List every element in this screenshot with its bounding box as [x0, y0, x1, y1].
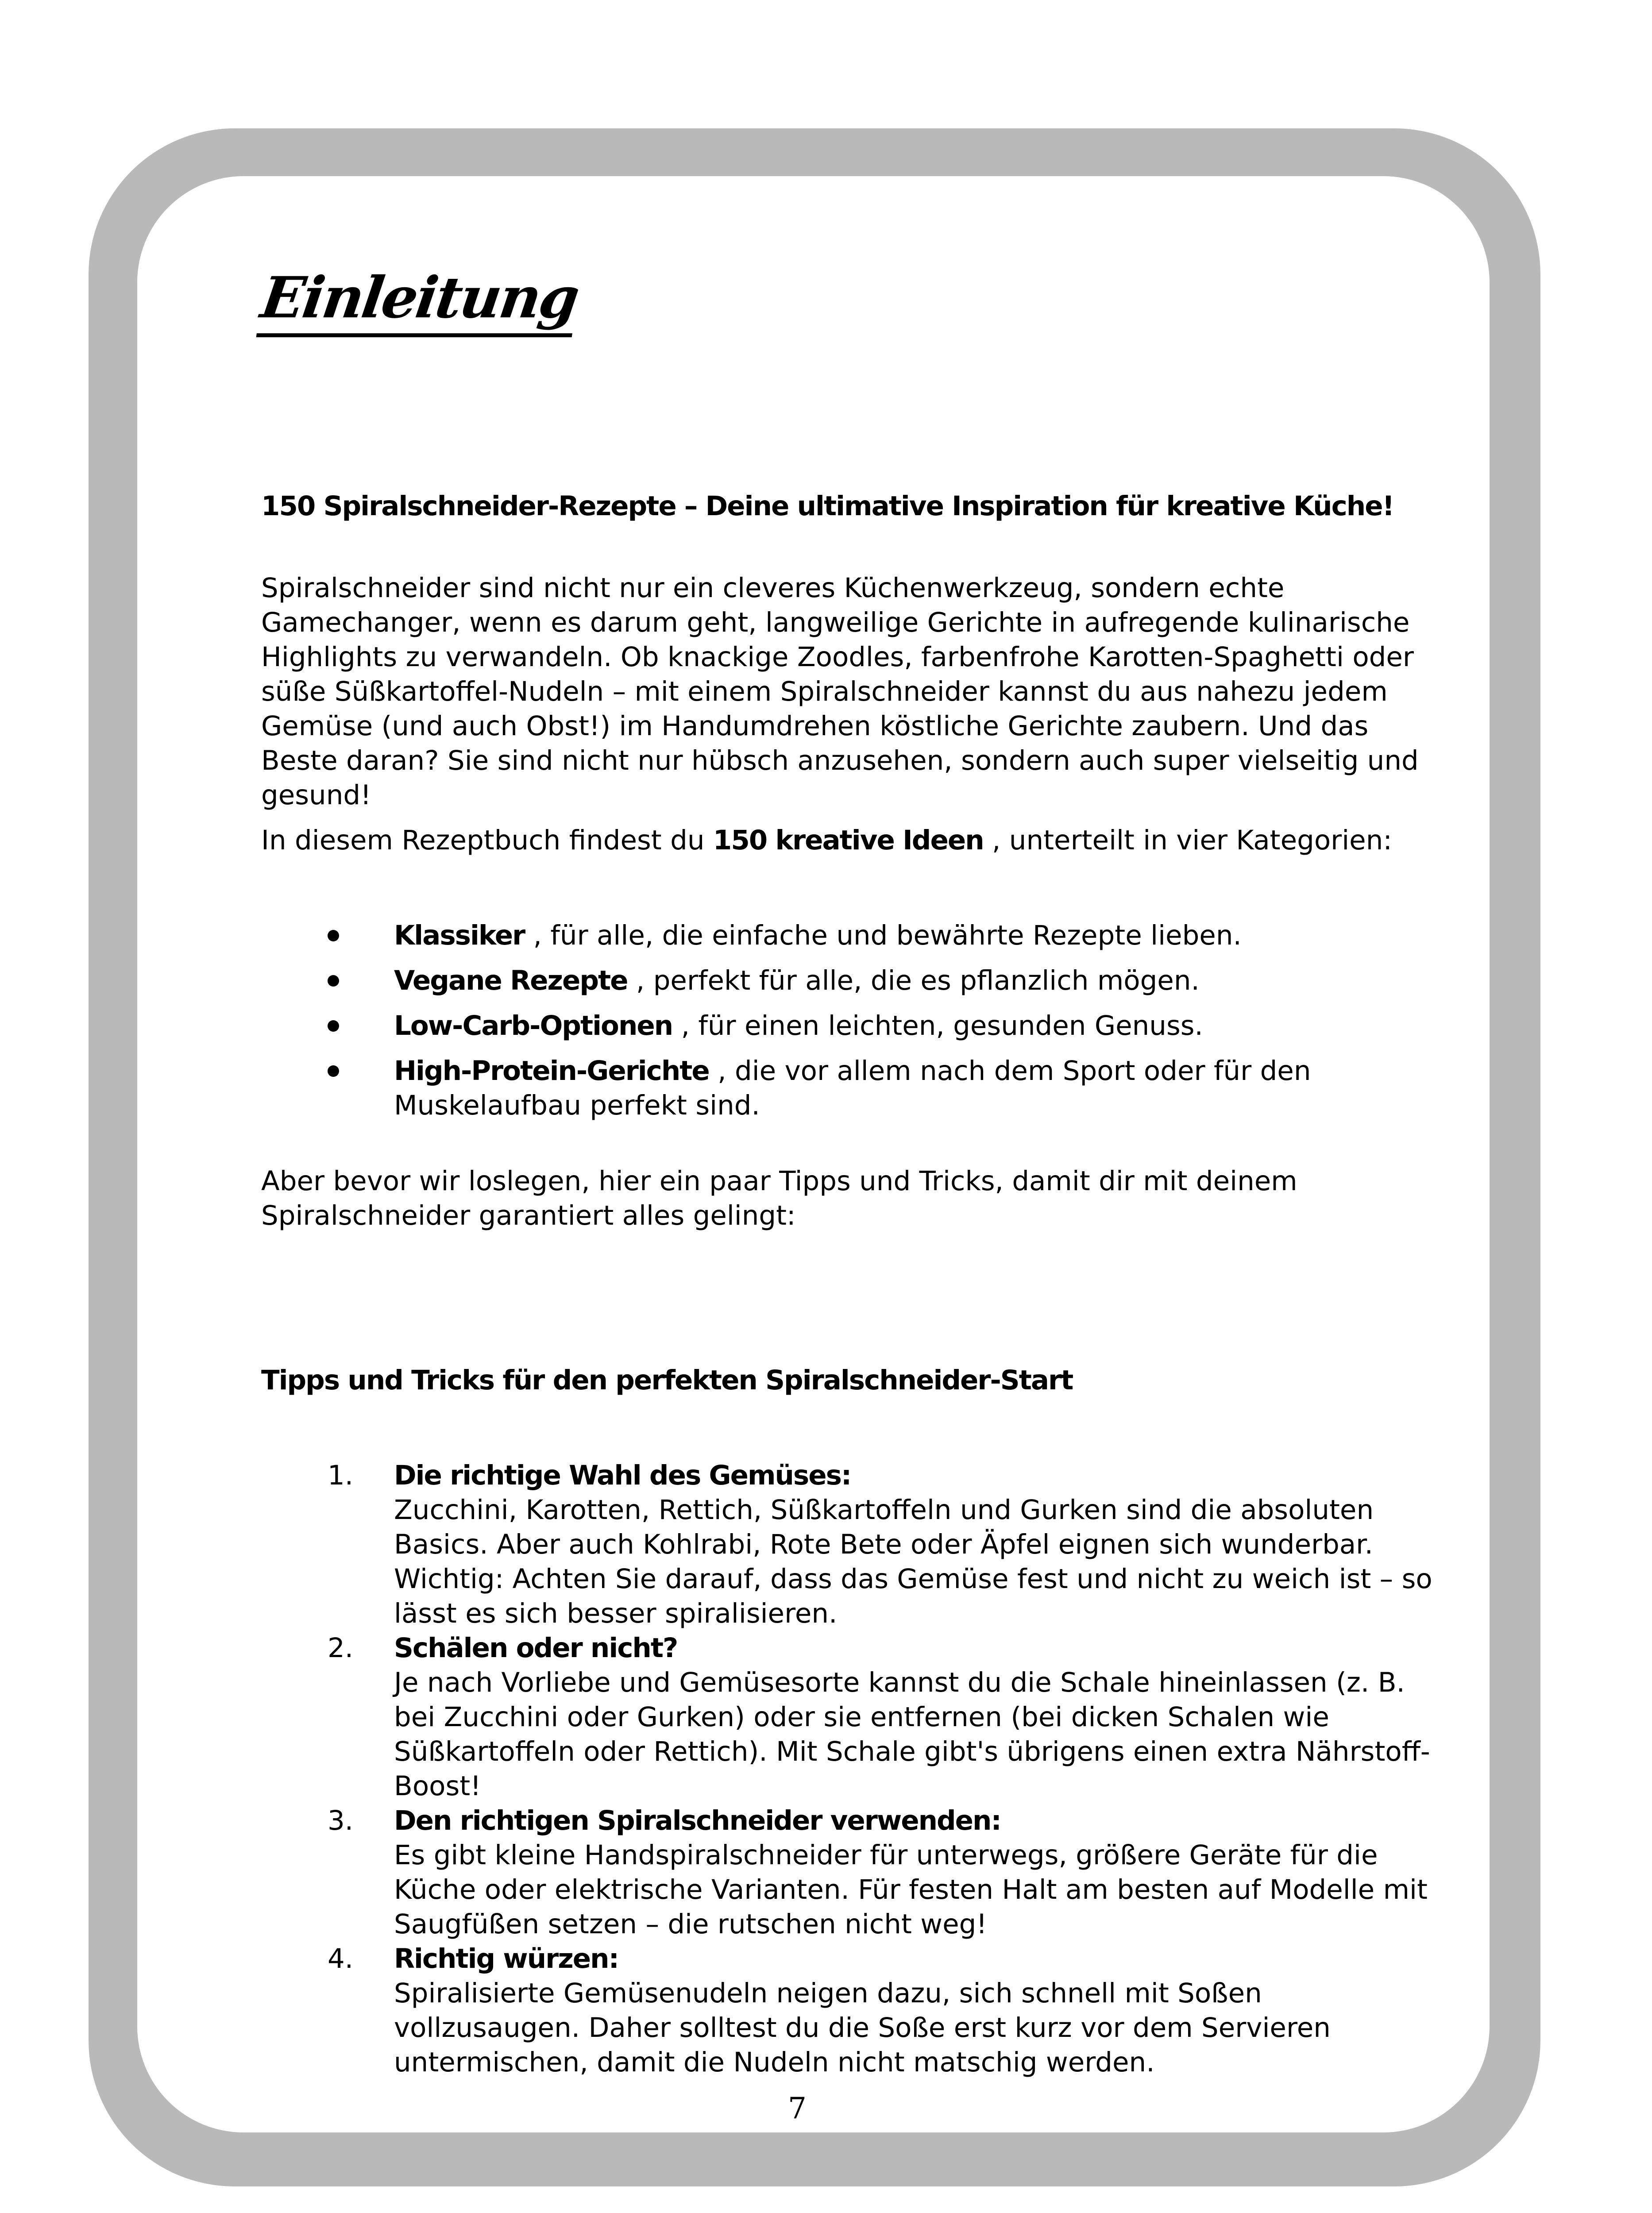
tip-title: Schälen oder nicht? — [394, 1632, 678, 1664]
heading-tips: Tipps und Tricks für den perfekten Spiralschneider-Start — [261, 1365, 1073, 1396]
category-name: Low-Carb-Optionen — [394, 1010, 673, 1041]
outro-paragraph: Aber bevor wir loslegen, hier ein paar Tipps und Tricks, damit dir mit deinem Spiralschneider garantiert alles gelingt: — [261, 1165, 1297, 1231]
page-title: Einleitung — [256, 266, 582, 337]
tip-text: Spiralisierte Gemüsenudeln neigen dazu, sich schnell mit Soßen vollzusaugen. Daher solltest du die Soße erst kurz vor dem Servieren untermischen, damit die Nudeln nicht matschig werden. — [394, 1978, 1331, 2078]
tip-title: Richtig würzen: — [394, 1943, 618, 1974]
category-list — [261, 918, 1434, 1133]
tip-number: 3. — [328, 1805, 354, 1836]
list-item — [261, 1804, 1447, 1942]
category-text: , für alle, die einfache und bewährte Rezepte lieben. — [533, 920, 1242, 951]
category-text: , die vor allem nach dem Sport oder für den Muskelaufbau perfekt sind. — [394, 1055, 1311, 1121]
tip-number: 2. — [328, 1632, 354, 1664]
categories-intro-after: , unterteilt in vier Kategorien: — [992, 825, 1392, 856]
bullet-icon — [328, 975, 339, 987]
intro-paragraph: Spiralschneider sind nicht nur ein cleveres Küchenwerkzeug, sondern echte Gamechanger, wenn es darum geht, langweilige Gerichte in aufregende kulinarische Highlights zu verwandeln. Ob knackige Zoodles, farbenfrohe Karotten-Spaghetti oder süße Süßkartoffel-Nudeln – mit einem Spiralschneider kannst du aus nahezu jedem Gemüse (und auch Obst!) im Handumdrehen köstliche Gerichte zaubern. Und das Beste daran? Sie sind nicht nur hübsch anzusehen, sondern auch super vielseitig und gesund! — [261, 572, 1419, 811]
tip-title: Die richtige Wahl des Gemüses: — [394, 1460, 851, 1491]
page-number: 7 — [788, 2091, 807, 2125]
tip-number: 1. — [328, 1460, 354, 1491]
bullet-icon — [328, 1020, 339, 1032]
categories-intro-before: In diesem Rezeptbuch findest du — [261, 825, 705, 856]
heading-recipes: 150 Spiralschneider-Rezepte – Deine ultimative Inspiration für kreative Küche! — [261, 490, 1394, 522]
tip-text: Zucchini, Karotten, Rettich, Süßkartoffeln und Gurken sind die absoluten Basics. Aber auch Kohlrabi, Rote Bete oder Äpfel eignen sich wunderbar. Wichtig: Achten Sie darauf, dass das Gemüse fest und nicht zu weich ist – so lässt es sich besser spiralisieren. — [394, 1494, 1432, 1629]
category-name: Vegane Rezepte — [394, 965, 628, 996]
categories-intro — [261, 823, 1447, 858]
list-item — [261, 1009, 1434, 1043]
list-item — [261, 918, 1434, 953]
category-name: High-Protein-Gerichte — [394, 1055, 709, 1087]
list-item — [261, 1458, 1447, 1631]
bullet-icon — [328, 930, 339, 941]
tip-text: Es gibt kleine Handspiralschneider für unterwegs, größere Geräte für die Küche oder elektrische Varianten. Für festen Halt am besten auf Modelle mit Saugfüßen setzen – die rutschen nicht weg! — [394, 1839, 1428, 1940]
list-item — [261, 1631, 1447, 1804]
list-item — [261, 964, 1434, 998]
list-item — [261, 1942, 1447, 2080]
category-text: , perfekt für alle, die es pflanzlich mögen. — [636, 965, 1200, 996]
category-text: , für einen leichten, gesunden Genuss. — [681, 1010, 1203, 1041]
list-item — [261, 1054, 1434, 1123]
tip-number: 4. — [328, 1943, 354, 1974]
tips-list — [261, 1458, 1447, 2080]
categories-intro-bold: 150 kreative Ideen — [713, 825, 984, 856]
bullet-icon — [328, 1065, 339, 1077]
tip-title: Den richtigen Spiralschneider verwenden: — [394, 1805, 1001, 1836]
category-name: Klassiker — [394, 920, 525, 951]
tip-text: Je nach Vorliebe und Gemüsesorte kannst du die Schale hineinlassen (z. B. bei Zucchini oder Gurken) oder sie entfernen (bei dicken Schalen wie Süßkartoffeln oder Rettich). Mit Schale gibt's übrigens einen extra Nährstoff-Boost! — [394, 1667, 1430, 1802]
